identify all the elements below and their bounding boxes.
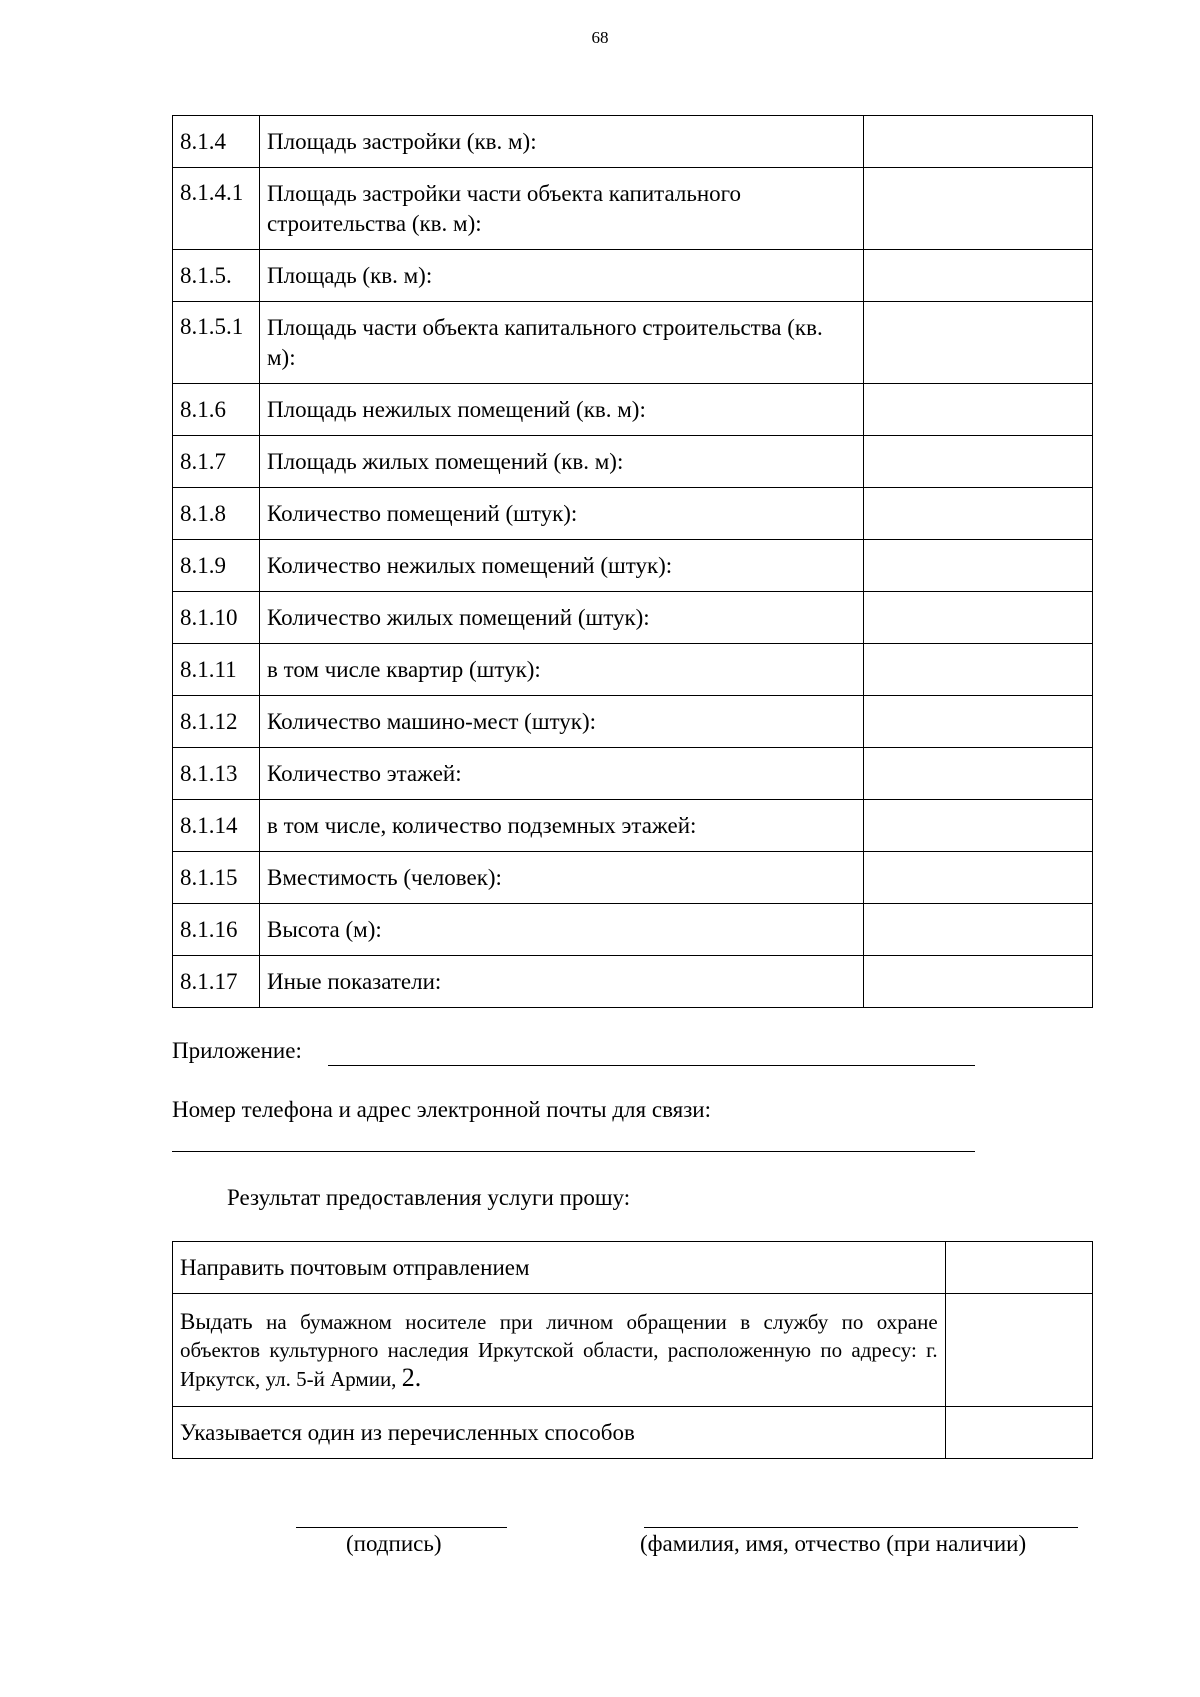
indicator-value-cell[interactable] [864, 116, 1093, 168]
indicator-label: в том числе квартир (штук): [259, 644, 863, 696]
indicator-value-cell[interactable] [864, 592, 1093, 644]
name-line[interactable] [644, 1527, 1078, 1528]
indicator-label: Площадь застройки (кв. м): [259, 116, 863, 168]
indicator-number: 8.1.14 [173, 800, 260, 852]
indicator-label: Вместимость (человек): [259, 852, 863, 904]
indicator-number: 8.1.4.1 [173, 168, 260, 250]
indicator-number: 8.1.5. [173, 250, 260, 302]
indicator-value-cell[interactable] [864, 436, 1093, 488]
indicator-value-cell[interactable] [864, 168, 1093, 250]
indicator-label: Площадь (кв. м): [259, 250, 863, 302]
signature-label: (подпись) [346, 1531, 442, 1556]
indicator-number: 8.1.17 [173, 956, 260, 1008]
contact-field[interactable] [172, 1151, 975, 1152]
indicator-value-cell[interactable] [864, 302, 1093, 384]
method-issue-text: на бумажном носителе при личном обращении в службу по охране объектов культурного наследия Иркутской области, расположенную по адресу: г. Иркутск, ул. 5-й Армии, [180, 1309, 938, 1391]
method-row-post [173, 1242, 1093, 1294]
indicator-label: Иные показатели: [259, 956, 863, 1008]
indicator-number: 8.1.7 [173, 436, 260, 488]
indicator-number: 8.1.13 [173, 748, 260, 800]
method-issue-label [173, 1294, 946, 1407]
indicator-number: 8.1.5.1 [173, 302, 260, 384]
indicator-row [173, 250, 1093, 302]
indicator-row [173, 800, 1093, 852]
indicator-label: Количество машино-мест (штук): [259, 696, 863, 748]
delivery-methods-table [172, 1241, 1093, 1459]
indicator-label: Площадь части объекта капитального строительства (кв. м): [259, 302, 863, 384]
indicator-row [173, 302, 1093, 384]
indicator-value-cell[interactable] [864, 644, 1093, 696]
indicators-table [172, 115, 1093, 1008]
indicator-value-cell[interactable] [864, 956, 1093, 1008]
indicator-number: 8.1.12 [173, 696, 260, 748]
indicator-row [173, 644, 1093, 696]
indicator-row [173, 696, 1093, 748]
indicator-label: Количество этажей: [259, 748, 863, 800]
indicator-number: 8.1.6 [173, 384, 260, 436]
indicator-row [173, 852, 1093, 904]
indicator-number: 8.1.10 [173, 592, 260, 644]
method-row-issue [173, 1294, 1093, 1407]
indicator-row [173, 436, 1093, 488]
indicator-row [173, 488, 1093, 540]
indicator-row [173, 904, 1093, 956]
indicator-label: Площадь застройки части объекта капитального строительства (кв. м): [259, 168, 863, 250]
attachment-label: Приложение: [172, 1038, 302, 1063]
attachment-field[interactable] [328, 1065, 975, 1066]
page-number: 68 [591, 28, 609, 47]
indicator-row [173, 956, 1093, 1008]
indicator-label: Площадь нежилых помещений (кв. м): [259, 384, 863, 436]
indicator-row [173, 168, 1093, 250]
name-label: (фамилия, имя, отчество (при наличии) [640, 1531, 1027, 1556]
indicator-label: Количество помещений (штук): [259, 488, 863, 540]
indicator-number: 8.1.4 [173, 116, 260, 168]
method-note-label: Указывается один из перечисленных способов [173, 1407, 946, 1459]
indicator-value-cell[interactable] [864, 904, 1093, 956]
indicator-value-cell[interactable] [864, 800, 1093, 852]
indicator-label: Высота (м): [259, 904, 863, 956]
indicator-label: Площадь жилых помещений (кв. м): [259, 436, 863, 488]
indicator-value-cell[interactable] [864, 250, 1093, 302]
method-note-cell [945, 1407, 1092, 1459]
indicator-number: 8.1.11 [173, 644, 260, 696]
indicator-row [173, 540, 1093, 592]
indicator-label: в том числе, количество подземных этажей: [259, 800, 863, 852]
indicator-value-cell[interactable] [864, 488, 1093, 540]
indicator-value-cell[interactable] [864, 696, 1093, 748]
method-issue-first-word: Выдать [180, 1308, 253, 1334]
indicator-value-cell[interactable] [864, 384, 1093, 436]
method-issue-last: 2. [401, 1362, 422, 1392]
result-label: Результат предоставления услуги прошу: [227, 1185, 631, 1210]
indicator-value-cell[interactable] [864, 540, 1093, 592]
indicator-number: 8.1.8 [173, 488, 260, 540]
method-post-label: Направить почтовым отправлением [173, 1242, 946, 1294]
indicator-row [173, 592, 1093, 644]
indicator-row [173, 384, 1093, 436]
indicator-label: Количество нежилых помещений (штук): [259, 540, 863, 592]
method-issue-checkbox-cell[interactable] [945, 1294, 1092, 1407]
indicator-value-cell[interactable] [864, 748, 1093, 800]
method-row-note [173, 1407, 1093, 1459]
method-post-checkbox-cell[interactable] [945, 1242, 1092, 1294]
signature-line[interactable] [296, 1527, 507, 1528]
indicator-label: Количество жилых помещений (штук): [259, 592, 863, 644]
contact-label: Номер телефона и адрес электронной почты для связи: [172, 1097, 711, 1122]
indicator-number: 8.1.9 [173, 540, 260, 592]
indicator-number: 8.1.16 [173, 904, 260, 956]
indicator-number: 8.1.15 [173, 852, 260, 904]
indicator-value-cell[interactable] [864, 852, 1093, 904]
indicator-row [173, 748, 1093, 800]
indicator-row [173, 116, 1093, 168]
